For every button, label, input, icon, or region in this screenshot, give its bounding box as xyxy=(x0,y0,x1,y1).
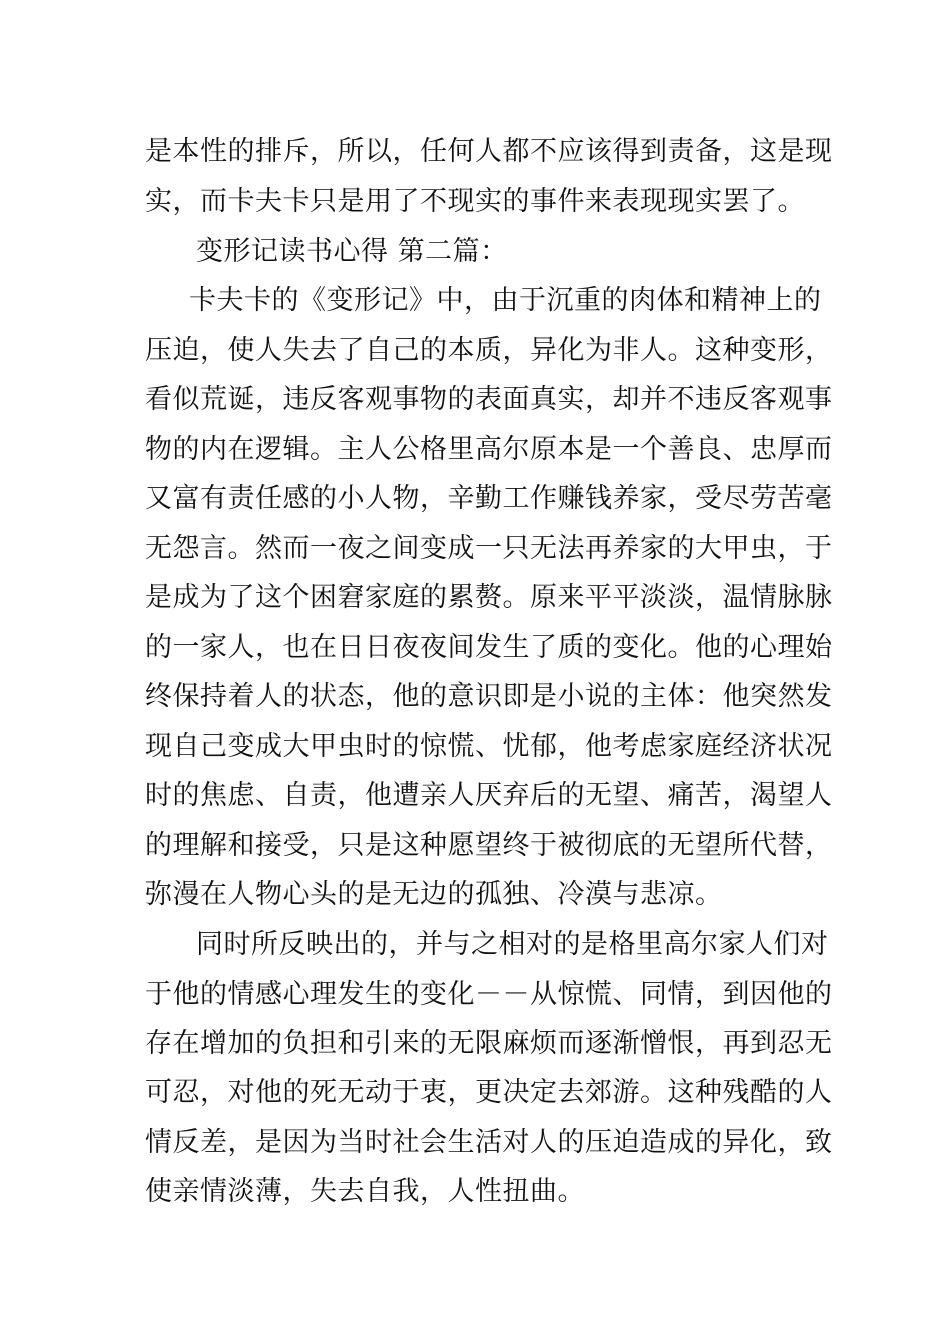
text-line: 现自己变成大甲虫时的惊慌、忧郁，他考虑家庭经济状况 xyxy=(145,731,833,762)
text-line: 是本性的排斥，所以，任何人都不应该得到责备，这是现 xyxy=(145,136,833,167)
text-line: 卡夫卡的《变形记》中，由于沉重的肉体和精神上的 xyxy=(189,285,822,316)
text-line: 使亲情淡薄，失去自我，人性扭曲。 xyxy=(145,1176,585,1207)
text-line: 时的焦虑、自责，他遭亲人厌弃后的无望、痛苦，渴望人 xyxy=(145,780,833,811)
text-line: 又富有责任感的小人物，辛勤工作赚钱养家，受尽劳苦毫 xyxy=(145,483,833,514)
text-line: 同时所反映出的，并与之相对的是格里高尔家人们对 xyxy=(196,929,829,960)
text-line: 实，而卡夫卡只是用了不现实的事件来表现现实罢了。 xyxy=(145,186,805,217)
text-line: 物的内在逻辑。主人公格里高尔原本是一个善良、忠厚而 xyxy=(145,434,833,465)
text-line: 终保持着人的状态，他的意识即是小说的主体：他突然发 xyxy=(145,681,833,712)
text-line: 弥漫在人物心头的是无边的孤独、冷漠与悲凉。 xyxy=(145,879,723,910)
text-line: 的理解和接受，只是这种愿望终于被彻底的无望所代替， xyxy=(145,830,833,861)
text-line: 可忍，对他的死无动于衷，更决定去郊游。这种残酷的人 xyxy=(145,1077,833,1108)
text-line: 看似荒诞，违反客观事物的表面真实，却并不违反客观事 xyxy=(145,384,833,415)
text-line: 存在增加的负担和引来的无限麻烦而逐渐憎恨，再到忍无 xyxy=(145,1028,833,1059)
text-line: 是成为了这个困窘家庭的累赘。原来平平淡淡，温情脉脉 xyxy=(145,582,833,613)
text-line: 情反差，是因为当时社会生活对人的压迫造成的异化，致 xyxy=(145,1127,833,1158)
text-line: 无怨言。然而一夜之间变成一只无法再养家的大甲虫，于 xyxy=(145,533,833,564)
text-line: 压迫，使人失去了自己的本质，异化为非人。这种变形， xyxy=(145,335,833,366)
section-heading: 变形记读书心得 第二篇： xyxy=(196,236,508,267)
text-line: 的一家人，也在日日夜夜间发生了质的变化。他的心理始 xyxy=(145,632,833,663)
text-line: 于他的情感心理发生的变化－－从惊慌、同情，到因他的 xyxy=(145,979,833,1010)
